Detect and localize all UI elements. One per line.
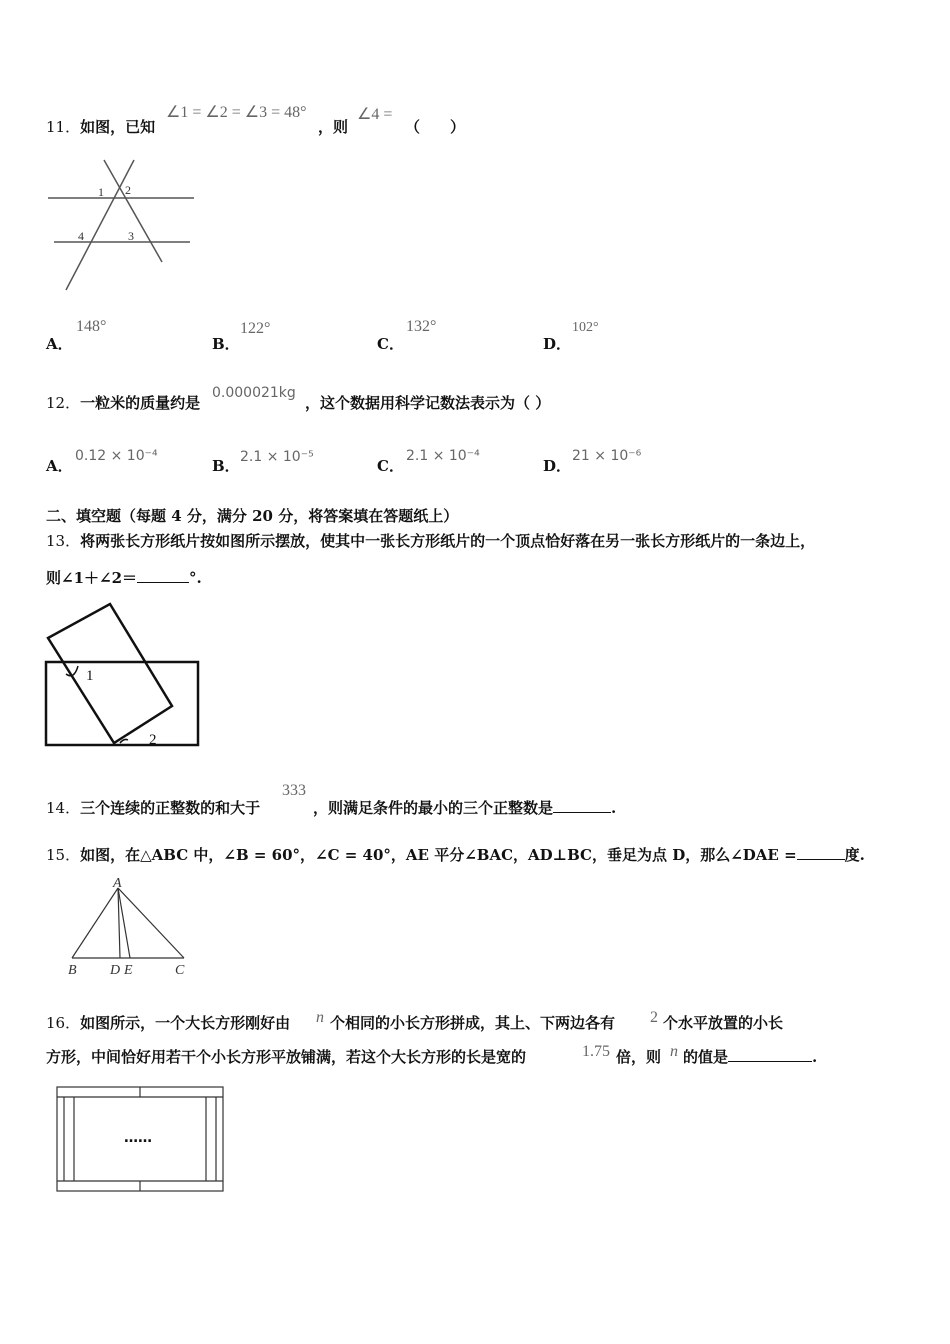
q14-end: . — [611, 799, 617, 817]
q14-number: 14． — [46, 799, 81, 817]
q11-paren: （ ） — [405, 118, 466, 136]
q12-option-c-value: 2.1 × 10⁻⁴ — [406, 448, 480, 464]
q16-l2-c — [683, 1046, 817, 1067]
q16-dots: …… — [124, 1130, 152, 1146]
q11-label-3: 3 — [128, 229, 134, 243]
q16-l1-c: 个水平放置的小长 — [663, 1014, 784, 1032]
q15-triangle-figure — [64, 874, 194, 980]
q11-label-4: 4 — [78, 229, 84, 243]
q12-value: 0.000021kg — [212, 385, 296, 401]
section-2-title: 二、填空题（每题 4 分，满分 20 分，将答案填在答题纸上） — [46, 507, 459, 525]
q16-figure — [56, 1086, 226, 1194]
q13-horizontal-rectangle — [46, 662, 198, 745]
q15-label-a: A — [113, 876, 122, 891]
q13-tilted-rectangle — [48, 604, 172, 743]
q12-option-b-letter: B． — [212, 457, 240, 475]
q13-figure — [44, 600, 204, 750]
q16-n2: n — [670, 1043, 678, 1060]
q13-line1 — [46, 530, 815, 551]
q14-pre: 三个连续的正整数的和大于 — [80, 799, 261, 817]
q15-side-ab — [72, 888, 118, 958]
q11-option-b-value: 122° — [240, 320, 271, 337]
q13-line2 — [46, 567, 202, 588]
q15-label-e: E — [124, 963, 133, 978]
q12-stem — [46, 392, 200, 413]
q15-label-d: D — [110, 963, 121, 978]
q16-line1 — [46, 1012, 290, 1033]
q14-answer-blank[interactable] — [553, 798, 611, 813]
q15-number: 15． — [46, 846, 81, 864]
q13-line2-pre: 则∠1＋∠2＝ — [46, 569, 138, 587]
q11-pre: 如图，已知 — [80, 118, 156, 136]
q16-two: 2 — [650, 1009, 658, 1026]
q12-option-c-letter: C． — [377, 457, 404, 475]
q16-answer-blank[interactable] — [728, 1047, 812, 1062]
q13-line1-text: 将两张长方形纸片按如图所示摆放，使其中一张长方形纸片的一个顶点恰好落在另一张长方形纸片的一条边上， — [80, 532, 816, 550]
q13-label-1: 1 — [86, 668, 94, 684]
q13-angle-2-arc — [120, 739, 128, 743]
q12-option-d-value: 21 × 10⁻⁶ — [572, 448, 642, 464]
q14-value: 333 — [282, 782, 306, 799]
q15-answer-blank[interactable] — [797, 845, 845, 860]
q11-stem — [46, 116, 155, 137]
q16-l1-b: 个相同的小长方形拼成，其上、下两边各有 — [330, 1014, 616, 1032]
q14-post-text: ，则满足条件的最小的三个正整数是 — [313, 799, 554, 817]
q11-option-a-letter: A． — [46, 335, 73, 353]
q11-option-d-letter: D． — [543, 335, 572, 353]
q11-transversal-left — [66, 160, 134, 290]
q15-label-c: C — [175, 963, 185, 978]
q12-pre: 一粒米的质量约是 — [80, 394, 201, 412]
q15-end: 度. — [844, 846, 865, 864]
q15-stem — [46, 844, 865, 865]
q11-number: 11． — [46, 118, 81, 136]
q12-number: 12． — [46, 394, 81, 412]
q16-l2-c-text: 的值是 — [683, 1048, 729, 1066]
q16-n1: n — [316, 1009, 324, 1026]
q11-ask: ∠4 = — [357, 106, 393, 123]
q16-end: . — [812, 1048, 818, 1066]
q13-label-2: 2 — [149, 732, 157, 748]
q11-option-b-letter: B． — [212, 335, 240, 353]
q13-number: 13． — [46, 532, 81, 550]
q16-number: 16． — [46, 1014, 81, 1032]
q13-line2-post: °. — [189, 569, 202, 587]
q14-post — [313, 797, 616, 818]
q11-condition: ∠1 = ∠2 = ∠3 = 48° — [166, 104, 307, 121]
q11-transversal-right — [104, 160, 162, 262]
q11-label-1: 1 — [98, 185, 104, 199]
q12-option-b-value: 2.1 × 10⁻⁵ — [240, 449, 314, 465]
q16-l2-a: 方形，中间恰好用若干个小长方形平放铺满，若这个大长方形的长是宽的 — [46, 1048, 527, 1066]
q11-figure — [46, 158, 196, 293]
q12-post: ，这个数据用科学记数法表示为（ ） — [305, 394, 551, 412]
q16-l2-b: 倍，则 — [616, 1048, 662, 1066]
q11-label-2: 2 — [125, 183, 131, 197]
q16-ratio: 1.75 — [582, 1043, 610, 1060]
q12-option-a-letter: A． — [46, 457, 73, 475]
q15-text: 如图，在△ABC 中，∠B = 60°，∠C = 40°，AE 平分∠BAC，AD⊥BC，垂足为点 D，那么∠DAE = — [80, 846, 797, 864]
q11-option-c-value: 132° — [406, 318, 437, 335]
q16-l1-a: 如图所示，一个大长方形刚好由 — [80, 1014, 291, 1032]
q14-stem — [46, 797, 260, 818]
q12-option-d-letter: D． — [543, 457, 572, 475]
q13-answer-blank[interactable] — [137, 568, 189, 583]
q11-option-c-letter: C． — [377, 335, 404, 353]
q15-label-b: B — [68, 963, 77, 978]
q11-mid: ，则 — [318, 118, 349, 136]
q11-option-d-value: 102° — [572, 320, 599, 335]
q11-option-a-value: 148° — [76, 318, 107, 335]
q12-option-a-value: 0.12 × 10⁻⁴ — [75, 448, 158, 464]
